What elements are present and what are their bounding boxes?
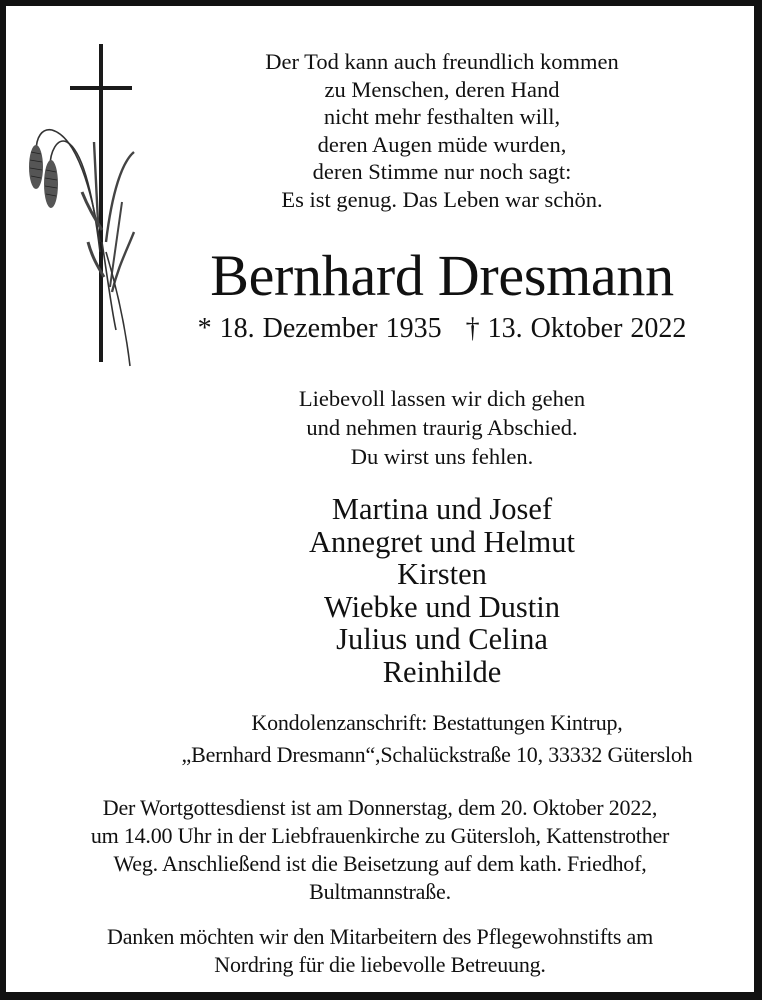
poem-line: deren Augen müde wurden, [317, 131, 567, 157]
farewell-line: und nehmen traurig Abschied. [306, 415, 578, 440]
poem-line: deren Stimme nur noch sagt: [312, 159, 572, 184]
mourner-name: Julius und Celina [336, 622, 548, 656]
life-dates [142, 312, 742, 346]
service-line: um 14.00 Uhr in der Liebfrauenkirche zu Gütersloh, Kattenstrother [90, 823, 670, 848]
poem-line: Es ist genug. Das Leben war schön. [281, 186, 603, 212]
mourner-name: Wiebke und Dustin [324, 589, 560, 624]
condolence-address [112, 707, 762, 771]
memorial-poem [202, 48, 682, 213]
birth-symbol: * [197, 313, 212, 344]
service-line: Der Wortgottesdienst ist am Donnerstag, dem 20. Oktober 2022, [102, 795, 658, 820]
poem-line: zu Menschen, deren Hand [324, 76, 560, 102]
mourner-name: Reinhilde [382, 654, 502, 689]
service-line: Weg. Anschließend ist die Beisetzung auf dem kath. Friedhof, [113, 851, 647, 876]
mourner-name: Annegret und Helmut [309, 524, 575, 559]
death-cross-icon: † [465, 313, 480, 344]
farewell-message [192, 384, 692, 471]
obituary-notice [6, 6, 754, 992]
thanks-message [6, 923, 754, 979]
mourner-name: Kirsten [397, 557, 487, 591]
condolence-line: „Bernhard Dresmann“,Schalückstraße 10, 33332 Gütersloh [181, 742, 693, 767]
service-info [6, 794, 754, 906]
death-date: 13. Oktober 2022 [487, 313, 687, 344]
mourner-name: Martina und Josef [331, 492, 553, 526]
poem-line: Der Tod kann auch freundlich kommen [265, 49, 619, 74]
thanks-line: Nordring für die liebevolle Betreuung. [214, 952, 546, 977]
thanks-line: Danken möchten wir den Mitarbeitern des Pflegewohnstifts am [107, 924, 653, 949]
birth-date: 18. Dezember 1935 [219, 313, 442, 344]
service-line: Bultmannstraße. [309, 879, 451, 904]
farewell-line: Liebevoll lassen wir dich gehen [298, 386, 586, 411]
family-mourners [192, 493, 692, 688]
condolence-line: Kondolenzanschrift: Bestattungen Kintrup, [251, 710, 623, 735]
deceased-name: Bernhard Dresmann [210, 243, 674, 308]
cross-with-wheat-icon [22, 42, 142, 372]
poem-line: nicht mehr festhalten will, [323, 104, 561, 129]
farewell-line: Du wirst uns fehlen. [350, 444, 534, 469]
